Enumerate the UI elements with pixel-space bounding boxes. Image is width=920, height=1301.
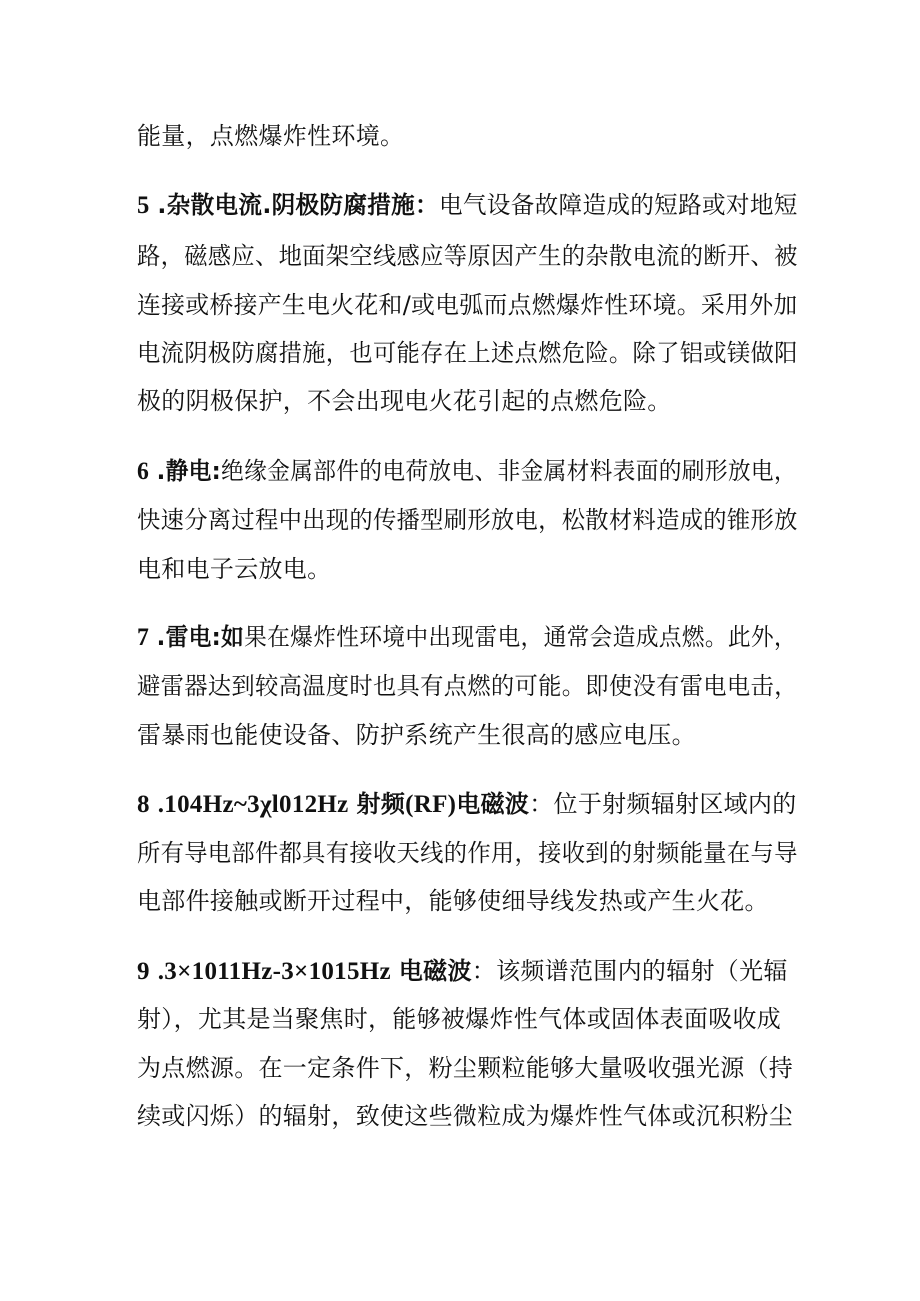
item-heading: 电磁波 — [398, 957, 472, 985]
item-heading-frequency: .104Hz~3χl012Hz — [157, 791, 349, 818]
item-5-first-line — [137, 187, 798, 223]
item-text: 连接或桥接产生电火花和/或电弧而点燃爆炸性环境。采用外加 — [137, 291, 798, 319]
paragraph-line — [137, 335, 798, 371]
item-text: ：位于射频辐射区域内的 — [529, 790, 797, 818]
item-number: 7 — [137, 624, 150, 651]
paragraph-line — [137, 1050, 793, 1086]
item-heading: .雷电:如 — [156, 623, 245, 651]
item-text: 所有导电部件都具有接收天线的作用，接收到的射频能量在与导 — [137, 839, 798, 867]
item-text: 电流阴极防腐措施，也可能存在上述点燃危险。除了铝或镁做阳 — [137, 339, 798, 367]
item-6-first-line — [137, 453, 797, 489]
item-text: 电部件接触或断开过程中，能够使细导线发热或产生火花。 — [137, 887, 769, 915]
item-9-first-line — [137, 953, 788, 989]
item-heading: 射频 — [356, 790, 406, 818]
intro-text: 能量，点燃爆炸性环境。 — [137, 122, 405, 150]
item-text: 雷暴雨也能使设备、防护系统产生很高的感应电压。 — [137, 721, 696, 749]
item-text: 极的阴极保护，不会出现电火花引起的点燃危险。 — [137, 387, 672, 415]
item-heading-frequency: .3×1011Hz-3×1015Hz — [157, 958, 391, 985]
paragraph-line — [137, 287, 797, 323]
item-heading-abbrev: (RF) — [405, 791, 457, 818]
paragraph-line — [137, 668, 798, 704]
item-7-first-line — [137, 619, 797, 655]
item-text: 电和电子云放电。 — [137, 555, 332, 583]
item-text: 路，磁感应、地面架空线感应等原因产生的杂散电流的断开、被 — [137, 242, 798, 270]
paragraph-line — [137, 883, 769, 919]
item-text: 续或闪烁）的辐射，致使这些微粒成为爆炸性气体或沉积粉尘 — [137, 1102, 794, 1130]
paragraph-line — [137, 502, 798, 538]
item-heading: .静电: — [156, 457, 222, 485]
paragraph-line — [137, 238, 798, 274]
item-text: 射），尤其是当聚焦时，能够被爆炸性气体或固体表面吸收成 — [137, 1005, 782, 1033]
item-number: 6 — [137, 458, 150, 485]
paragraph-line — [137, 118, 404, 154]
paragraph-line — [137, 383, 672, 419]
paragraph-line — [137, 1001, 781, 1037]
item-number: 5 — [137, 192, 150, 219]
item-text: ：该频谱范围内的辐射（光辐 — [471, 957, 788, 985]
item-number: 8 — [137, 791, 150, 818]
item-heading: .杂散电流.阴极防腐措施： — [157, 191, 439, 219]
item-number: 9 — [137, 958, 150, 985]
item-8-first-line — [137, 786, 797, 822]
item-text: 避雷器达到较高温度时也具有点燃的可能。即使没有雷电电击， — [137, 672, 798, 700]
paragraph-line — [137, 835, 798, 871]
paragraph-line — [137, 717, 696, 753]
item-text: 绝缘金属部件的电荷放电、非金属材料表面的刷形放电， — [221, 457, 797, 485]
paragraph-line — [137, 1098, 793, 1134]
item-text: 快速分离过程中出现的传播型刷形放电，松散材料造成的锥形放 — [137, 506, 798, 534]
paragraph-line — [137, 551, 331, 587]
item-heading: 电磁波 — [456, 790, 530, 818]
item-text: 电气设备故障造成的短路或对地短 — [438, 191, 798, 219]
item-text: 为点燃源。在一定条件下，粉尘颗粒能够大量吸收强光源（持 — [137, 1054, 794, 1082]
item-text: 果在爆炸性环境中出现雷电，通常会造成点燃。此外， — [244, 623, 797, 651]
